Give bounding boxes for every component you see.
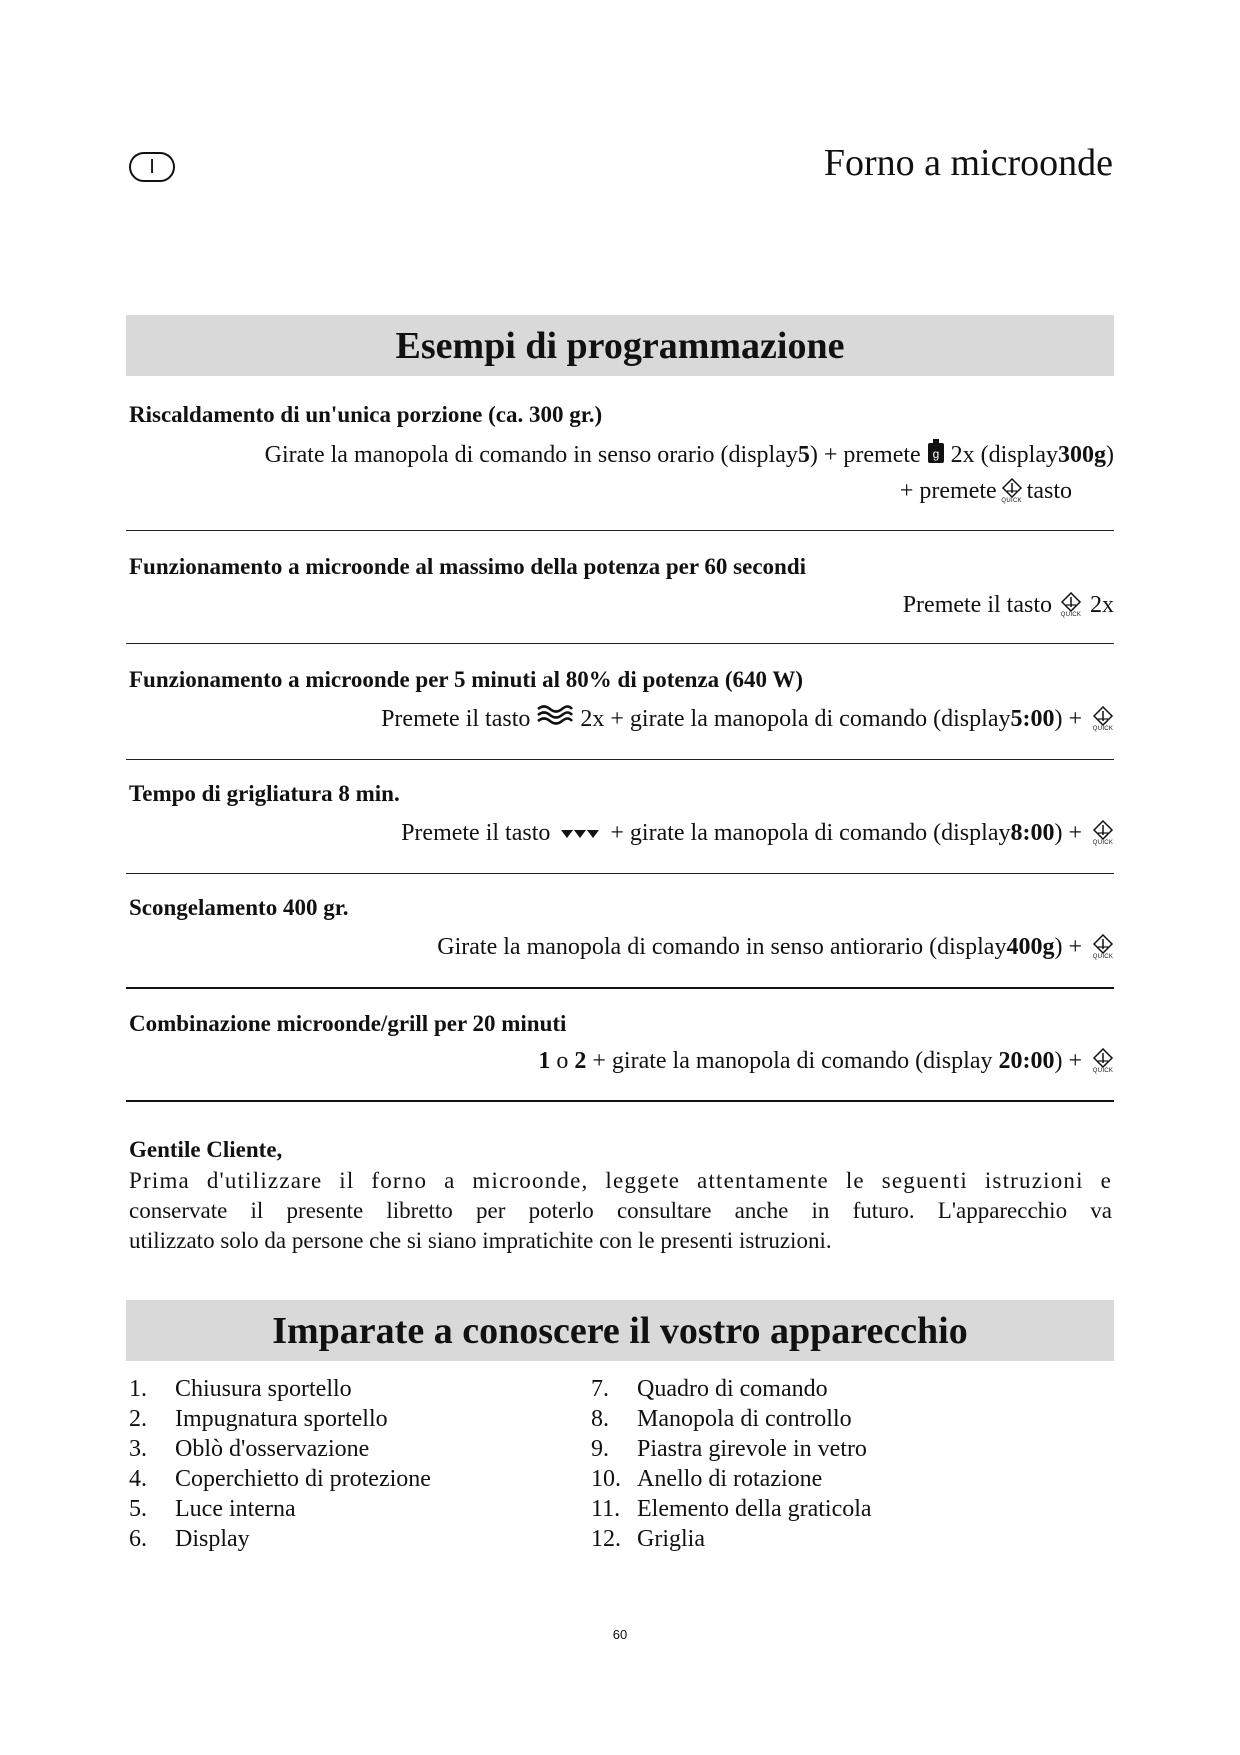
list-item: 9. Piastra girevole in vetro <box>591 1436 867 1462</box>
section-band-examples <box>126 315 1114 376</box>
example-title-80-percent: Funzionamento a microonde per 5 minuti al 80% di potenza (640 W) <box>129 667 804 692</box>
quick-start-icon: QUICK <box>1092 934 1114 960</box>
divider <box>126 873 1114 874</box>
list-item: 11. Elemento della graticola <box>591 1496 872 1522</box>
list-item: 7. Quadro di comando <box>591 1376 828 1402</box>
list-item: 10. Anello di rotazione <box>591 1466 823 1492</box>
quick-start-icon: QUICK <box>1060 592 1082 618</box>
list-item: 2. Impugnatura sportello <box>129 1406 388 1432</box>
grill-icon <box>560 818 600 848</box>
example-title-combination: Combinazione microonde/grill per 20 minuti <box>129 1011 567 1036</box>
list-item: 8. Manopola di controllo <box>591 1406 852 1432</box>
list-item: 1. Chiusura sportello <box>129 1376 352 1402</box>
divider <box>126 987 1114 989</box>
list-item: 4. Coperchietto di protezione <box>129 1466 431 1492</box>
example-reheat-line2: + premete QUICK tasto <box>899 478 1072 504</box>
example-title-grill: Tempo di grigliatura 8 min. <box>129 781 400 806</box>
microwave-waves-icon <box>536 703 574 735</box>
list-item: 5. Luce interna <box>129 1496 296 1522</box>
weight-icon <box>927 438 945 472</box>
divider <box>126 759 1114 760</box>
divider <box>126 530 1114 531</box>
parts-list-left <box>129 1374 431 1554</box>
example-80-percent-line: Premete il tasto 2x + girate la manopola di comando (display 5:00 ) + QUICK <box>381 703 1114 735</box>
language-badge: I <box>129 152 175 182</box>
section-band-appliance <box>126 1300 1114 1361</box>
list-item: 12. Griglia <box>591 1526 705 1552</box>
intro-paragraph: Prima d'utilizzare il forno a microonde, leggete attentamente le seguenti istruzioni e conservate il presente libretto per poterlo consultare anche in futuro. L'apparecchio va utilizzato solo da persone che si siano impratichite con le presenti istruzioni. <box>129 1168 1112 1253</box>
section-heading-examples: Esempi di programmazione <box>395 324 845 367</box>
quick-start-icon: QUICK <box>1092 706 1114 732</box>
example-title-max-power: Funzionamento a microonde al massimo della potenza per 60 secondi <box>129 554 807 579</box>
divider <box>126 643 1114 644</box>
quick-start-icon: QUICK <box>1092 1048 1114 1074</box>
example-combination-line: 1 o 2 + girate la manopola di comando (display 20:00 ) + QUICK <box>538 1048 1114 1074</box>
list-item: 3. Oblò d'osservazione <box>129 1436 370 1462</box>
example-reheat-line1: Girate la manopola di comando in senso orario (display 5 ) + premete g 2x (display 300g ) <box>265 438 1114 472</box>
example-grill-line: Premete il tasto + girate la manopola di comando (display 8:00 ) + QUICK <box>401 820 1114 846</box>
list-item: 6. Display <box>129 1526 250 1552</box>
quick-start-icon: QUICK <box>1092 820 1114 846</box>
example-defrost-line: Girate la manopola di comando in senso antiorario (display 400g ) + QUICK <box>437 934 1114 960</box>
page-number: 60 <box>612 1627 628 1642</box>
example-title-defrost: Scongelamento 400 gr. <box>129 895 349 920</box>
greeting: Gentile Cliente, <box>129 1137 283 1162</box>
quick-start-icon: QUICK <box>1001 478 1023 504</box>
svg-text:g: g <box>932 447 940 461</box>
example-max-power-line: Premete il tasto QUICK 2x <box>902 592 1114 618</box>
section-heading-appliance: Imparate a conoscere il vostro apparecchio <box>272 1309 968 1352</box>
example-title-reheat: Riscaldamento di un'unica porzione (ca. 300 gr.) <box>129 402 603 427</box>
parts-list-right <box>591 1374 872 1554</box>
divider <box>126 1100 1114 1102</box>
document-title: Forno a microonde <box>823 142 1113 184</box>
